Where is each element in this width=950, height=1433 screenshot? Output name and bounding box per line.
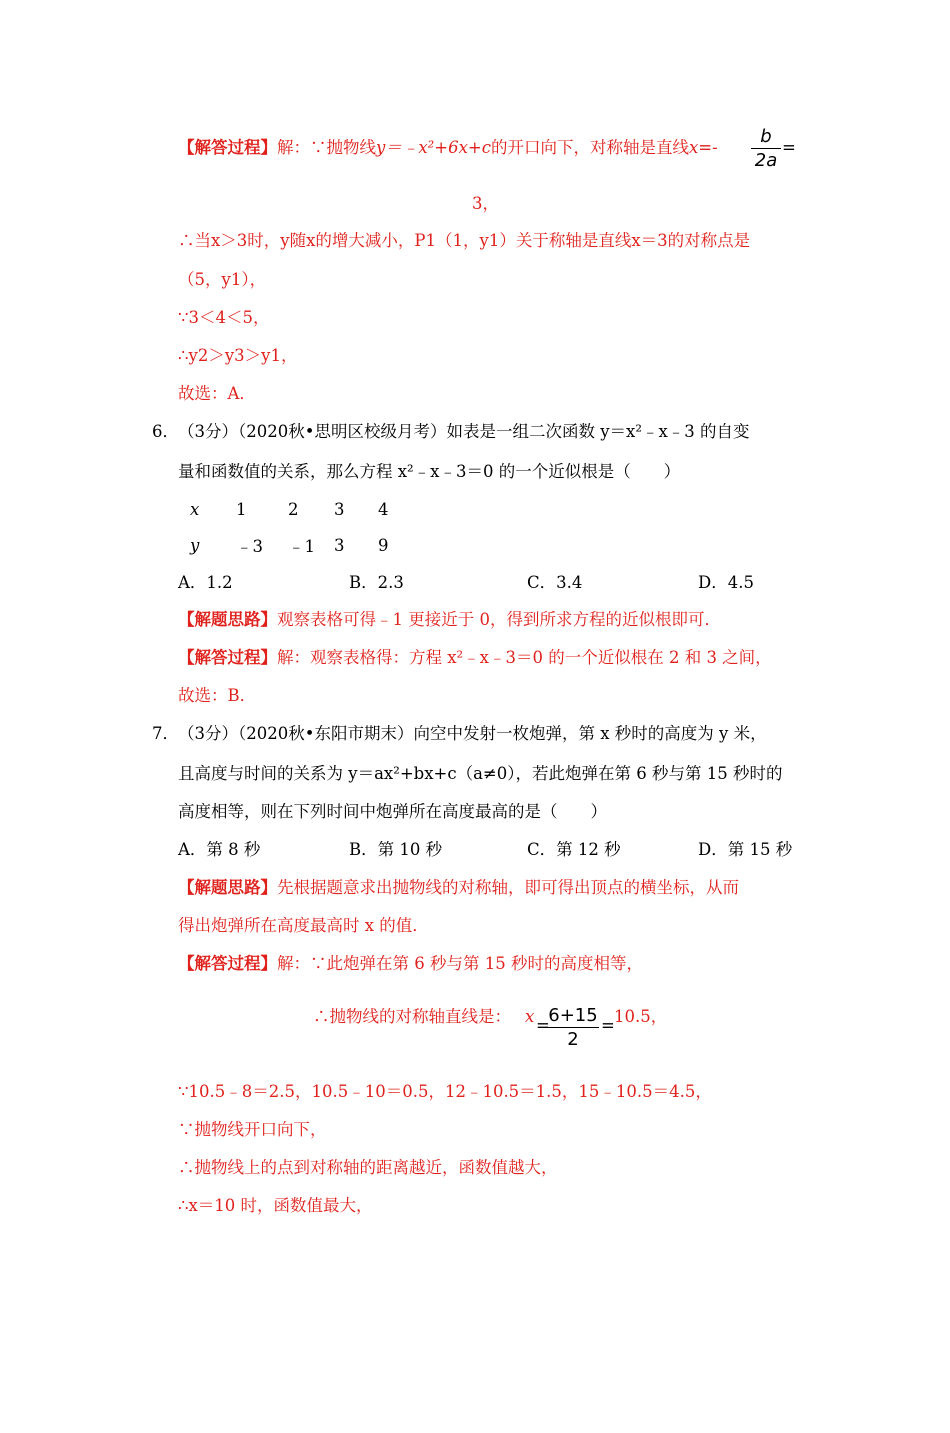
q5-solution-line-2: 3， bbox=[472, 194, 499, 213]
q7-line-d: ∴x＝10 时，函数值最大， bbox=[178, 1196, 373, 1215]
q7-axis-text: ∴抛物线的对称轴直线是： bbox=[313, 1007, 511, 1026]
q5-solution-line-4: （5，y1）， bbox=[178, 270, 267, 289]
q5-solution-line-3: ∴当x＞3时，y随x的增大减小，P1（1，y1）关于称轴是直线x＝3的对称点是 bbox=[178, 231, 751, 250]
q6-option-c: C．3.4 bbox=[527, 573, 583, 592]
table-header-x: x bbox=[190, 499, 200, 519]
q5-frac-eq: = bbox=[782, 138, 796, 157]
q6-option-b: B．2.3 bbox=[349, 573, 404, 592]
table-cell: ﹣1 bbox=[288, 537, 315, 556]
q7-idea-1: 【解题思路】先根据题意求出抛物线的对称轴，即可得出顶点的横坐标，从而 bbox=[178, 878, 739, 897]
q7-line-a: ∵10.5﹣8＝2.5，10.5﹣10＝0.5，12﹣10.5＝1.5，15﹣10.5＝4.5， bbox=[178, 1082, 712, 1101]
q6-option-a: A．1.2 bbox=[178, 573, 233, 592]
q6-number: 6． bbox=[152, 422, 179, 441]
q7-axis-eq-2: = bbox=[601, 1016, 615, 1035]
q7-number: 7． bbox=[152, 724, 179, 743]
q6-answer: 故选：B． bbox=[178, 686, 257, 705]
q6-option-d: D．4.5 bbox=[698, 573, 754, 592]
table-cell: 2 bbox=[288, 499, 299, 519]
process-label: 【解答过程】 bbox=[178, 138, 277, 157]
q6-idea: 【解题思路】观察表格可得﹣1 更接近于 0，得到所求方程的近似根即可． bbox=[178, 610, 721, 629]
q7-idea-2: 得出炮弹所在高度最高时 x 的值． bbox=[178, 916, 429, 935]
q6-value-table bbox=[190, 491, 408, 563]
q5-solution-line-6: ∴y2＞y3＞y1， bbox=[178, 346, 298, 365]
table-cell: ﹣3 bbox=[236, 537, 263, 556]
q7-option-c: C．第 12 秒 bbox=[527, 840, 621, 859]
q7-option-b: B．第 10 秒 bbox=[349, 840, 443, 859]
q7-option-d: D．第 15 秒 bbox=[698, 840, 793, 859]
q7-process-1: 【解答过程】解：∵此炮弹在第 6 秒与第 15 秒时的高度相等， bbox=[178, 954, 643, 973]
q7-line-b: ∵抛物线开口向下， bbox=[178, 1120, 327, 1139]
q7-stem-3: 高度相等，则在下列时间中炮弹所在高度最高的是（ ） bbox=[178, 802, 607, 821]
table-header-y: y bbox=[190, 535, 200, 555]
q7-axis-x: x bbox=[525, 1007, 535, 1026]
q6-process: 【解答过程】解：观察表格得：方程 x²﹣x﹣3＝0 的一个近似根在 2 和 3 之间， bbox=[178, 648, 772, 667]
q5-solution-line-5: ∵3＜4＜5， bbox=[178, 308, 270, 327]
table-row bbox=[190, 491, 408, 527]
table-cell: 3 bbox=[334, 499, 345, 519]
table-cell: 3 bbox=[334, 535, 345, 555]
q6-stem-2: 量和函数值的关系，那么方程 x²﹣x﹣3＝0 的一个近似根是（ ） bbox=[178, 462, 681, 481]
q7-stem-2: 且高度与时间的关系为 y＝ax²+bx+c（a≠0），若此炮弹在第 6 秒与第 15 秒时的 bbox=[178, 764, 783, 783]
table-cell: 4 bbox=[378, 499, 389, 519]
q5-solution-line-1: 【解答过程】解：∵抛物线y＝﹣x²+6x+c的开口向下，对称轴是直线x=- bbox=[178, 138, 718, 157]
q7-option-a: A．第 8 秒 bbox=[178, 840, 261, 859]
q5-fraction: b 2a bbox=[751, 126, 781, 171]
table-row bbox=[190, 527, 408, 563]
q7-fraction: 6+15 2 bbox=[548, 1005, 598, 1050]
q7-line-c: ∴抛物线上的点到对称轴的距离越近，函数值越大， bbox=[178, 1158, 558, 1177]
q7-axis-eq-1: = bbox=[536, 1016, 550, 1035]
q7-axis-result: 10.5， bbox=[614, 1007, 668, 1026]
table-cell: 9 bbox=[378, 535, 389, 555]
q7-stem-1: （3分）（2020秋•东阳市期末）向空中发射一枚炮弹，第 x 秒时的高度为 y 米， bbox=[178, 724, 767, 743]
table-cell: 1 bbox=[236, 499, 247, 519]
q5-answer: 故选：A． bbox=[178, 384, 256, 403]
q6-stem-1: （3分）（2020秋•思明区校级月考）如表是一组二次函数 y＝x²﹣x﹣3 的自变 bbox=[178, 422, 750, 441]
